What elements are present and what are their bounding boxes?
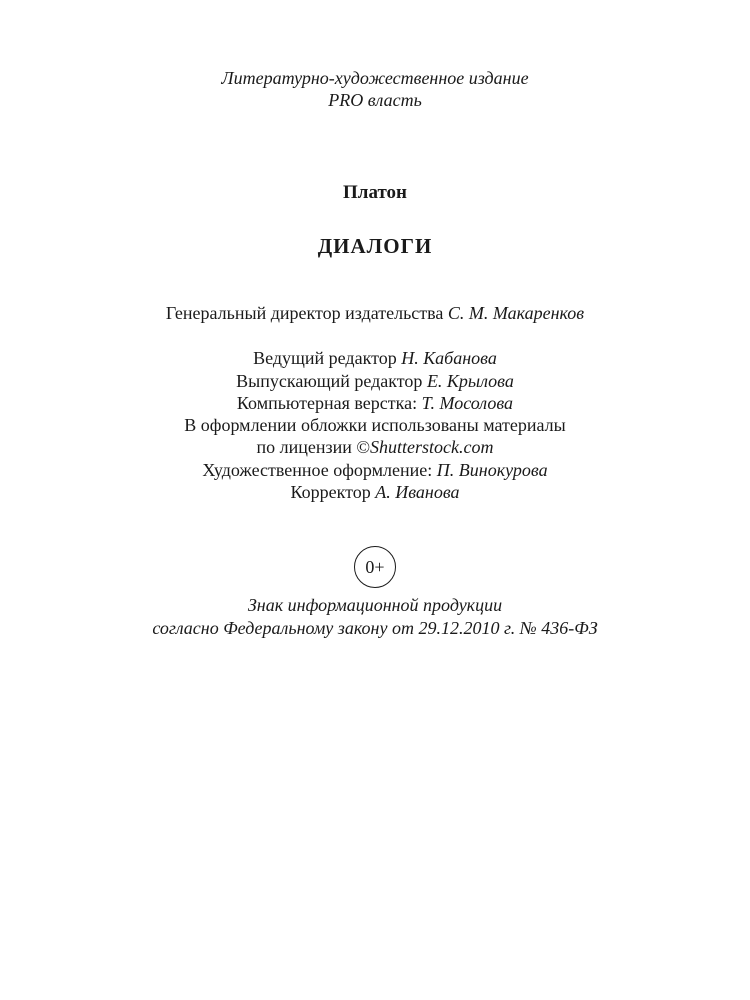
credit-role: Ведущий редактор: [253, 348, 397, 368]
corrector-line: [0, 481, 750, 503]
cover-note-line-1: В оформлении обложки использованы материалы: [184, 415, 566, 435]
series-line-2: PRO власть: [328, 90, 422, 110]
book-title: ДИАЛОГИ: [317, 234, 433, 258]
credit-lead-editor: [0, 347, 750, 369]
credit-name: Т. Мосолова: [421, 393, 514, 413]
cover-note-source: Shutterstock.com: [370, 437, 494, 457]
cover-note-line-2: [0, 436, 750, 458]
author-name: Платон: [343, 182, 407, 203]
credit-layout: [0, 392, 750, 414]
age-rating-badge: 0+: [354, 546, 396, 588]
credit-release-editor: [0, 370, 750, 392]
corrector-name: А. Иванова: [375, 482, 460, 502]
director-name: С. М. Макаренков: [447, 303, 585, 323]
cover-note-prefix: по лицензии ©: [256, 437, 371, 457]
design-role: Художественное оформление:: [202, 460, 433, 480]
director-line: [0, 302, 750, 324]
info-mark-line-1: Знак информационной продукции: [247, 595, 503, 615]
credit-name: Е. Крылова: [426, 371, 514, 391]
design-name: П. Винокурова: [436, 460, 548, 480]
design-line: [0, 459, 750, 481]
corrector-role: Корректор: [290, 482, 371, 502]
credit-role: Компьютерная верстка:: [236, 393, 418, 413]
director-role: Генеральный директор издательства: [165, 303, 444, 323]
info-mark-line-2: согласно Федеральному закону от 29.12.2010 г. № 436-ФЗ: [152, 618, 598, 638]
credit-role: Выпускающий редактор: [236, 371, 423, 391]
credit-name: Н. Кабанова: [401, 348, 497, 368]
series-line-1: Литературно-художественное издание: [221, 68, 529, 88]
